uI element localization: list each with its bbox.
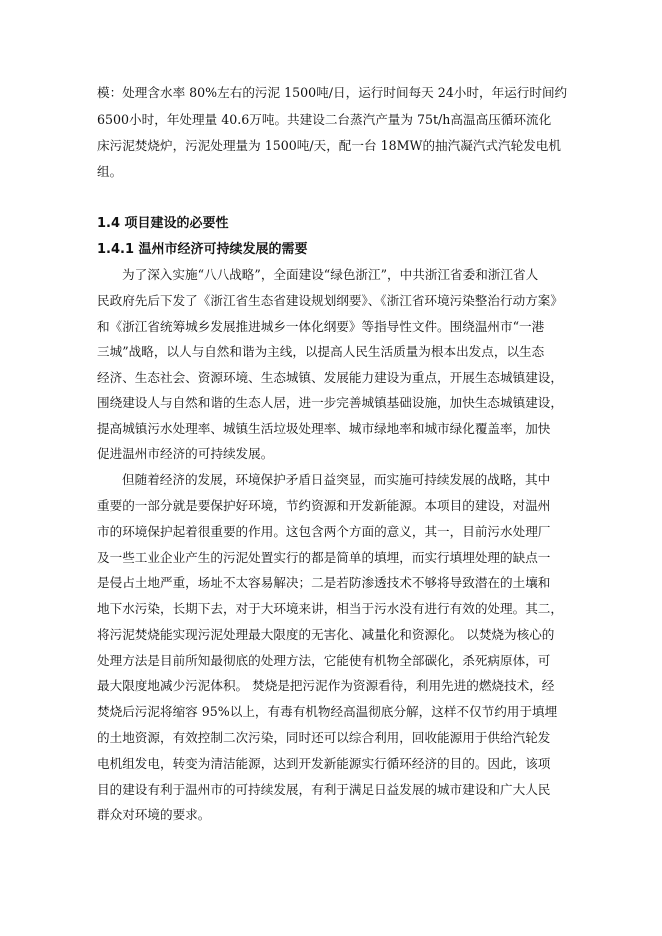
- paragraph2-line-1: 但随着经济的发展，环境保护矛盾日益突显，而实施可持续发展的战略，其中: [122, 472, 551, 487]
- intro-line-2: 6500小时，年处理量 40.6万吨。共建设二台蒸汽产量为 75t/h高温高压循环流化: [97, 112, 552, 127]
- paragraph2-line-11: 的土地资源，有效控制二次污染，同时还可以综合利用，回收能源用于供给汽轮发: [97, 730, 551, 745]
- paragraph2-line-2: 重要的一部分就是要保护好环境，节约资源和开发新能源。本项目的建设，对温州: [97, 498, 551, 513]
- paragraph2-line-9: 最大限度地减少污泥体积。 焚烧是把污泥作为资源看待，利用先进的燃烧技术，经: [97, 678, 555, 693]
- paragraph1-line-7: 提高城镇污水处理率、城镇生活垃圾处理率、城市绿地率和城市绿化覆盖率，加快: [97, 421, 551, 436]
- intro-line-1: 模：处理含水率 80%左右的污泥 1500吨/日，运行时间每天 24小时，年运行时间约: [97, 85, 568, 100]
- paragraph1-line-8: 促进温州市经济的可持续发展。: [97, 446, 274, 461]
- paragraph2-line-4: 及一些工业企业产生的污泥处置实行的都是简单的填埋，而实行填埋处理的缺点一: [97, 550, 551, 565]
- paragraph2-line-7: 将污泥焚烧能实现污泥处理最大限度的无害化、减量化和资源化。 以焚烧为核心的: [97, 627, 555, 642]
- paragraph1-line-5: 经济、生态社会、资源环境、生态城镇、发展能力建设为重点，开展生态城镇建设，: [97, 370, 563, 385]
- intro-line-3: 床污泥焚烧炉，污泥处理量为 1500吨/天，配一台 18MW的抽汽凝汽式汽轮发电机: [97, 138, 561, 153]
- paragraph2-line-14: 群众对环境的要求。: [97, 807, 211, 822]
- paragraph1-line-4: 三城”战略，以人与自然和谐为主线，以提高人民生活质量为根本出发点，以生态: [97, 344, 545, 359]
- section-heading: 1.4 项目建设的必要性: [97, 216, 229, 231]
- paragraph1-line-3: 和《浙江省统筹城乡发展推进城乡一体化纲要》等指导性文件。围绕温州市“一港: [97, 319, 545, 334]
- intro-line-4: 组。: [97, 164, 123, 179]
- paragraph2-line-3: 市的环境保护起着很重要的作用。这包含两个方面的意义，其一，目前污水处理厂: [97, 524, 551, 539]
- paragraph2-line-13: 目的建设有利于温州市的可持续发展，有利于满足日益发展的城市建设和广大人民: [97, 782, 551, 797]
- paragraph2-line-10: 焚烧后污泥将缩容 95%以上，有毒有机物经高温彻底分解，这样不仅节约用于填埋: [97, 704, 558, 719]
- subsection-heading: 1.4.1 温州市经济可持续发展的需要: [97, 242, 308, 257]
- paragraph2-line-8: 处理方法是目前所知最彻底的处理方法，它能使有机物全部碳化，杀死病原体，可: [97, 653, 551, 668]
- paragraph2-line-12: 电机组发电，转变为清洁能源，达到开发新能源实行循环经济的目的。因此，该项: [97, 756, 551, 771]
- paragraph1-line-1: 为了深入实施“八八战略”，全面建设“绿色浙江”，中共浙江省委和浙江省人: [122, 267, 539, 282]
- paragraph1-line-2: 民政府先后下发了《浙江省生态省建设规划纲要》、《浙江省环境污染整治行动方案》: [97, 293, 563, 308]
- paragraph2-line-6: 地下水污染，长期下去，对于大环境来讲，相当于污水没有进行有效的处理。其二，: [97, 601, 563, 616]
- paragraph1-line-6: 围绕建设人与自然和谐的生态人居，进一步完善城镇基础设施，加快生态城镇建设，: [97, 395, 563, 410]
- paragraph2-line-5: 是侵占土地严重，场址不太容易解决；二是若防渗透技术不够将导致潜在的土壤和: [97, 575, 551, 590]
